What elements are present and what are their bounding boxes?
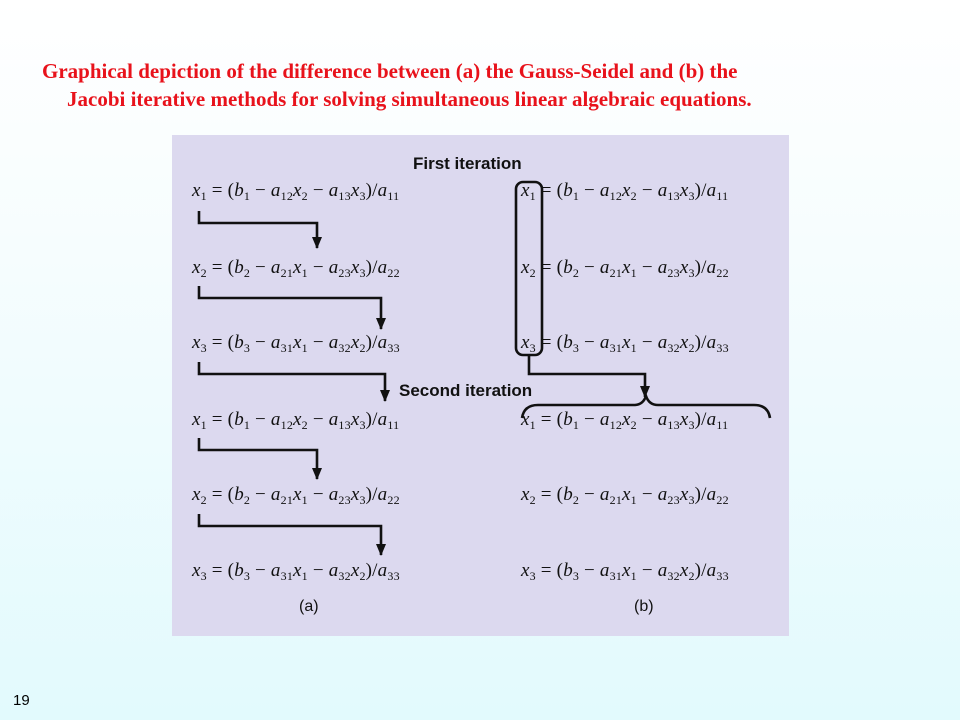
gs-arrow-2	[199, 286, 381, 329]
iteration-diagram	[172, 135, 789, 636]
label-b: (b)	[634, 598, 654, 615]
gs-eq-row1-x3: $x_3 = (b_3 - a_{31}x_1 - a_{32}x_2)/a_{33}$	[192, 332, 400, 355]
caption-line-2: Jacobi iterative methods for solving simultaneous linear algebraic equations.	[67, 87, 752, 111]
jacobi-eq-row1-x1: $x_1 = (b_1 - a_{12}x_2 - a_{13}x_3)/a_{11}$	[521, 180, 729, 203]
gs-arrow-3	[199, 362, 385, 401]
gs-eq-row2-x1: $x_1 = (b_1 - a_{12}x_2 - a_{13}x_3)/a_{11}$	[192, 409, 400, 432]
gs-arrow-5	[199, 514, 381, 555]
slide-number: 19	[13, 692, 30, 709]
label-a: (a)	[299, 598, 319, 615]
jacobi-eq-row1-x3: $x_3 = (b_3 - a_{31}x_1 - a_{32}x_2)/a_{33}$	[521, 332, 729, 355]
jacobi-eq-row2-x2: $x_2 = (b_2 - a_{21}x_1 - a_{23}x_3)/a_{22}$	[521, 484, 729, 507]
gs-eq-row2-x3: $x_3 = (b_3 - a_{31}x_1 - a_{32}x_2)/a_{33}$	[192, 560, 400, 583]
caption-line-1: Graphical depiction of the difference between (a) the Gauss-Seidel and (b) the	[42, 59, 738, 83]
jacobi-eq-row2-x3: $x_3 = (b_3 - a_{31}x_1 - a_{32}x_2)/a_{33}$	[521, 560, 729, 583]
gs-eq-row2-x2: $x_2 = (b_2 - a_{21}x_1 - a_{23}x_3)/a_{22}$	[192, 484, 400, 507]
gs-arrow-4	[199, 438, 317, 479]
second-iteration-heading: Second iteration	[399, 381, 533, 400]
jacobi-eq-row1-x2: $x_2 = (b_2 - a_{21}x_1 - a_{23}x_3)/a_{22}$	[521, 257, 729, 280]
jacobi-arrow	[529, 355, 645, 397]
first-iteration-heading: First iteration	[413, 154, 522, 173]
gs-arrow-1	[199, 211, 317, 248]
gs-eq-row1-x1: $x_1 = (b_1 - a_{12}x_2 - a_{13}x_3)/a_{11}$	[192, 180, 400, 203]
jacobi-eq-row2-x1: $x_1 = (b_1 - a_{12}x_2 - a_{13}x_3)/a_{11}$	[521, 409, 729, 432]
gs-eq-row1-x2: $x_2 = (b_2 - a_{21}x_1 - a_{23}x_3)/a_{22}$	[192, 257, 400, 280]
